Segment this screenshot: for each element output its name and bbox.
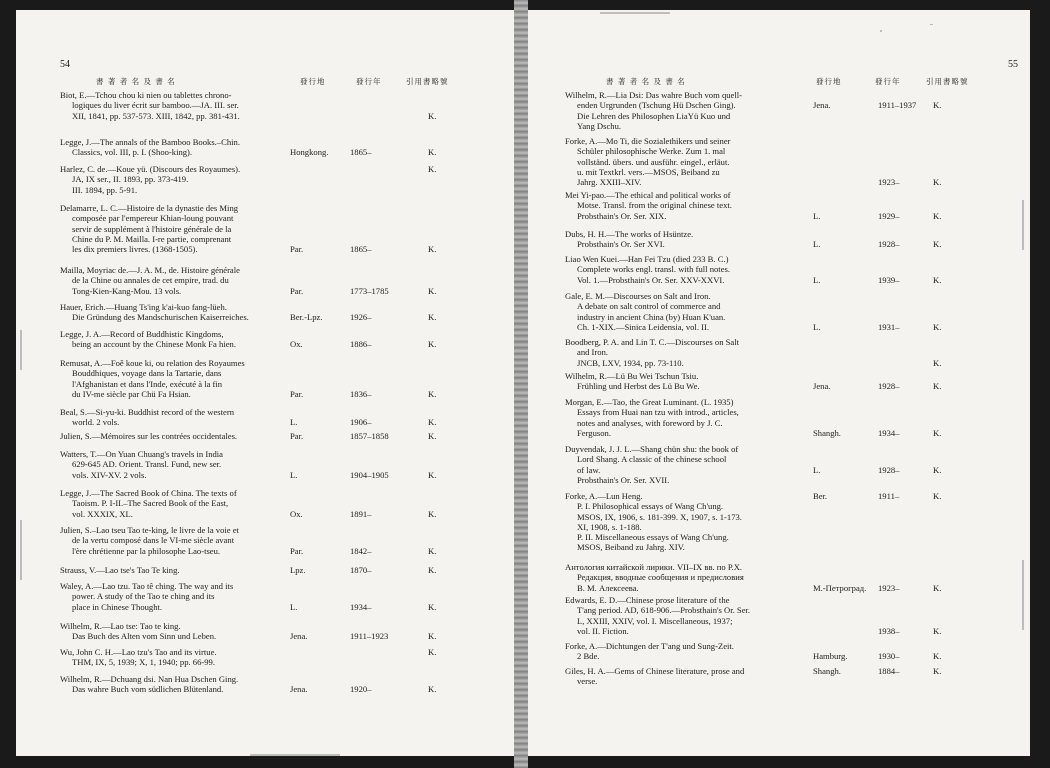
left-page bbox=[16, 10, 514, 756]
entry-line: Strauss, V.—Lao tse's Tao Te king. bbox=[60, 565, 180, 575]
publication-place: Par. bbox=[290, 244, 304, 255]
scan-speck bbox=[20, 330, 22, 370]
publication-place: Par. bbox=[290, 431, 304, 441]
scan-speck bbox=[930, 24, 933, 25]
entry-line: Julien, S.–Lao tseu Tao te-king, le livre de la voie et bbox=[60, 525, 239, 535]
publication-place: Shangh. bbox=[813, 666, 841, 676]
entry-line: Legge, J.—The Sacred Book of China. The texts of bbox=[60, 488, 237, 498]
reference-code: K. bbox=[428, 339, 437, 350]
entry-line: Wilhelm, R.—Lia Dsi: Das wahre Buch vom quell- bbox=[565, 90, 742, 100]
publication-year: 1928– bbox=[878, 464, 900, 475]
entry-text bbox=[565, 190, 732, 221]
entry-text bbox=[60, 164, 240, 195]
entry-line: Редакция, вводные сообщения и предисловия bbox=[577, 572, 744, 583]
publication-year: 1939– bbox=[878, 274, 900, 285]
publication-place: Hongkong. bbox=[290, 147, 329, 158]
entry-line: Dubs, H. H.—The works of Hsüntze. bbox=[565, 229, 694, 239]
column-header-year: 發行年 bbox=[356, 77, 382, 86]
entry-text bbox=[60, 203, 238, 254]
entry-line: Giles, H. A.—Gems of Chinese literature, prose and bbox=[565, 666, 745, 676]
publication-year: 1934– bbox=[878, 427, 900, 438]
publication-place: L. bbox=[290, 601, 298, 612]
reference-code: K. bbox=[933, 582, 942, 593]
entry-text bbox=[60, 358, 245, 399]
entry-line: Das wahre Buch vom südlichen Blütenland. bbox=[72, 684, 224, 695]
publication-place: Ox. bbox=[290, 508, 303, 519]
entry-line: Beal, S.—Si-yu-ki. Buddhist record of the western bbox=[60, 407, 234, 417]
entry-line: В. М. Алексеева. bbox=[577, 582, 639, 593]
entry-line: Yang Dschu. bbox=[577, 120, 622, 131]
entry-line: Forke, A.—Mo Ti, die Sozialethikers und seiner bbox=[565, 136, 731, 146]
publication-year: 1920– bbox=[350, 684, 372, 695]
entry-text bbox=[60, 647, 217, 668]
reference-code: K. bbox=[428, 469, 437, 480]
reference-code: K. bbox=[428, 110, 437, 121]
entry-text bbox=[60, 621, 216, 642]
reference-code: K. bbox=[933, 381, 942, 392]
reference-code: K. bbox=[428, 647, 437, 657]
entry-line: logiques du liver écrit sur bamboo.—JA. III. ser. bbox=[72, 100, 239, 111]
scan-speck bbox=[20, 520, 22, 580]
publication-place: Shangh. bbox=[813, 427, 841, 438]
entry-text bbox=[60, 431, 237, 441]
entry-line: power. A study of the Tao te ching and its bbox=[72, 591, 215, 602]
publication-place: Jena. bbox=[813, 100, 831, 111]
publication-year: 1773–1785 bbox=[350, 285, 389, 296]
publication-year: 1928– bbox=[878, 381, 900, 392]
reference-code: K. bbox=[428, 244, 437, 255]
entry-text bbox=[60, 265, 240, 296]
entry-line: THM, IX, 5, 1939; X, 1, 1940; pp. 66-99. bbox=[72, 657, 215, 668]
publication-place: Jena. bbox=[813, 381, 831, 392]
entry-line: Harlez, C. de.—Koue yü. (Discours des Royaumes). bbox=[60, 164, 241, 174]
entry-line: l'Afghanistan et dans l'Inde, exécuté à la fin bbox=[72, 378, 223, 389]
entry-line: A debate on salt control of commerce and bbox=[577, 301, 721, 312]
entry-line: Lord Shang. A classic of the chinese school bbox=[577, 454, 727, 465]
entry-line: Frühling und Herbst des Lü Bu We. bbox=[577, 381, 700, 392]
publication-place: Par. bbox=[290, 388, 304, 399]
entry-text bbox=[60, 565, 180, 575]
column-header-place: 發行地 bbox=[300, 77, 326, 86]
entry-text bbox=[565, 595, 750, 636]
column-header-title: 書 著 者 名 及 書 名 bbox=[606, 77, 686, 86]
entry-line: Das Buch des Alten vom Sinn und Leben. bbox=[72, 631, 217, 642]
column-header-year: 發行年 bbox=[875, 77, 901, 86]
entry-text bbox=[60, 90, 240, 121]
entry-line: MSOS, Beiband zu Jahrg. XIV. bbox=[577, 542, 685, 553]
entry-text bbox=[565, 291, 725, 332]
entry-line: JNCB, LXV, 1934, pp. 73-110. bbox=[577, 357, 684, 368]
page-number: 55 bbox=[1008, 59, 1018, 70]
entry-line: Wilhelm, R.—Lao tse: Tao te king. bbox=[60, 621, 181, 631]
entry-text bbox=[60, 674, 238, 695]
entry-line: vol. XXXIX, XL. bbox=[72, 508, 133, 519]
publication-place: М.-Петроград. bbox=[813, 582, 867, 593]
entry-line: XI, 1908, s. 1-188. bbox=[577, 521, 642, 532]
entry-line: Biot, E.—Tchou chou ki nien ou tablettes chrono- bbox=[60, 90, 232, 100]
reference-code: K. bbox=[933, 274, 942, 285]
entry-line: Delamarre, L. C.—Histoire de la dynastie des Ming bbox=[60, 203, 239, 213]
entry-line: Hauer, Erich.—Huang Ts'ing k'ai-kuo fang-lüeh. bbox=[60, 302, 227, 312]
entry-line: Probsthain's Or. Ser. XVII. bbox=[577, 474, 670, 485]
column-header-title: 書 著 者 名 及 書 名 bbox=[96, 77, 176, 86]
entry-line: MSOS, IX, 1906, s. 181-399. X, 1907, s. 1-173. bbox=[577, 511, 742, 522]
entry-text bbox=[60, 449, 223, 480]
entry-line: Essays from Huai nan tzu with introd., articles, bbox=[577, 407, 739, 418]
publication-year: 1891– bbox=[350, 508, 372, 519]
publication-year: 1911–1937 bbox=[878, 100, 917, 111]
publication-year: 1929– bbox=[878, 210, 900, 221]
entry-text bbox=[60, 329, 236, 350]
scan-speck bbox=[880, 30, 882, 32]
right-page bbox=[528, 10, 1030, 756]
entry-line: Jahrg. XXIII–XIV. bbox=[577, 177, 642, 188]
entry-text bbox=[60, 525, 239, 556]
entry-line: Die Lehren des Philosophen LiaYü Kuo und bbox=[577, 110, 731, 121]
reference-code: K. bbox=[933, 177, 942, 188]
entry-line: Chine du P. M. Mailla. I-re partie, comprenant bbox=[72, 233, 232, 244]
entry-line: l'ère chrétienne par la philosophe Lao-tseu. bbox=[72, 545, 221, 556]
entry-line: Classics, vol. III, p. I. (Shoo-king). bbox=[72, 147, 193, 158]
publication-year: 1865– bbox=[350, 244, 372, 255]
publication-year: 1911– bbox=[878, 491, 900, 501]
publication-place: Par. bbox=[290, 285, 304, 296]
entry-line: Bouddhiques, voyage dans la Tartarie, dans bbox=[72, 368, 222, 379]
entry-line: JA, IX ser., II. 1893, pp. 373-419. bbox=[72, 174, 189, 185]
entry-line: Remusat, A.—Foě koue ki, ou relation des Royaumes bbox=[60, 358, 245, 368]
scan-speck bbox=[1022, 200, 1024, 250]
entry-text bbox=[565, 491, 742, 553]
entry-text bbox=[565, 254, 730, 285]
entry-line: Forke, A.—Dichtungen der T'ang und Sung-Zeit. bbox=[565, 641, 734, 651]
entry-line: u. mit Textkrl. vers.—MSOS, Beiband zu bbox=[577, 166, 720, 177]
entry-line: les dix premiers livres. (1368-1505). bbox=[72, 244, 198, 255]
entry-text bbox=[60, 488, 237, 519]
entry-line: Julien, S.—Mémoires sur les contrées occidentales. bbox=[60, 431, 238, 441]
entry-text bbox=[60, 581, 233, 612]
entry-line: Wilhelm, R.—Lü Bu Wei Tschun Tsiu. bbox=[565, 371, 699, 381]
publication-year: 1886– bbox=[350, 339, 372, 350]
entry-line: P. II. Miscellaneous essays of Wang Ch'ung. bbox=[577, 532, 729, 543]
entry-text bbox=[565, 397, 739, 438]
reference-code: K. bbox=[933, 651, 942, 662]
entry-line: Schüler philosophische Werke. Zum 1. mal bbox=[577, 146, 726, 157]
entry-text bbox=[60, 137, 240, 158]
entry-line: of law. bbox=[577, 464, 601, 475]
entry-line: vol. II. Fiction. bbox=[577, 625, 629, 636]
entry-line: Tong-Kien-Kang-Mou. 13 vols. bbox=[72, 285, 182, 296]
reference-code: K. bbox=[428, 285, 437, 296]
scan-speck bbox=[250, 754, 340, 756]
publication-place: Jena. bbox=[290, 631, 308, 642]
publication-place: L. bbox=[813, 210, 821, 221]
reference-code: K. bbox=[428, 565, 437, 575]
entry-line: 629-645 AD. Orient. Transl. Fund, new ser. bbox=[72, 459, 222, 470]
entry-line: Waley, A.—Lao tzu. Tao tê ching. The way and its bbox=[60, 581, 234, 591]
entry-text bbox=[565, 641, 734, 662]
entry-line: Ch. 1-XIX.—Sinica Leidensia, vol. II. bbox=[577, 321, 709, 332]
entry-text bbox=[565, 90, 742, 131]
publication-place: L. bbox=[813, 239, 821, 250]
publication-place: Ber.-Lpz. bbox=[290, 312, 323, 323]
entry-line: notes and analyses, with foreword by J. C. bbox=[577, 417, 723, 428]
reference-code: K. bbox=[933, 321, 942, 332]
publication-place: L. bbox=[813, 464, 821, 475]
publication-place: Jena. bbox=[290, 684, 308, 695]
reference-code: K. bbox=[428, 417, 437, 428]
reference-code: K. bbox=[933, 210, 942, 221]
entry-line: Edwards, E. D.—Chinese prose literature of the bbox=[565, 595, 730, 605]
entry-line: Watters, T.—On Yuan Chuang's travels in India bbox=[60, 449, 223, 459]
book-gutter bbox=[514, 0, 528, 768]
publication-year: 1857–1858 bbox=[350, 431, 389, 441]
entry-line: Антология китайской лирики. VII–IX вв. по Р.Х. bbox=[565, 562, 743, 572]
publication-year: 1884– bbox=[878, 666, 900, 676]
entry-line: Probsthain's Or. Ser XVI. bbox=[577, 239, 665, 250]
reference-code: K. bbox=[428, 508, 437, 519]
entry-line: Vol. 1.—Probsthain's Or. Ser. XXV-XXVI. bbox=[577, 274, 725, 285]
entry-line: T'ang period. AD, 618-906.—Probsthain's Or. Ser. bbox=[577, 605, 751, 616]
publication-place: Hamburg. bbox=[813, 651, 848, 662]
reference-code: K. bbox=[428, 147, 437, 158]
reference-code: K. bbox=[933, 666, 942, 676]
entry-text bbox=[565, 444, 738, 485]
entry-line: servir de supplément à l'histoire générale de la bbox=[72, 223, 232, 234]
entry-line: Probsthain's Or. Ser. XIX. bbox=[577, 210, 667, 221]
column-header-ref: 引用書略號 bbox=[926, 77, 969, 86]
entry-line: Legge, J.—The annals of the Bamboo Books.–Chin. bbox=[60, 137, 240, 147]
publication-place: Ox. bbox=[290, 339, 303, 350]
entry-line: enden Urgrunden (Tschung Hü Dschen Ging). bbox=[577, 100, 736, 111]
reference-code: K. bbox=[428, 684, 437, 695]
scan-speck bbox=[1022, 560, 1024, 630]
entry-line: vols. XIV-XV. 2 vols. bbox=[72, 469, 147, 480]
publication-year: 1938– bbox=[878, 625, 900, 636]
entry-line: being an account by the Chinese Monk Fa hien. bbox=[72, 339, 236, 350]
reference-code: K. bbox=[933, 427, 942, 438]
publication-year: 1865– bbox=[350, 147, 372, 158]
publication-year: 1926– bbox=[350, 312, 372, 323]
entry-line: place in Chinese Thought. bbox=[72, 601, 163, 612]
column-header-place: 發行地 bbox=[816, 77, 842, 86]
page-number: 54 bbox=[60, 59, 70, 70]
entry-text bbox=[565, 337, 739, 368]
entry-line: Boodberg, P. A. and Lin T. C.—Discourses on Salt bbox=[565, 337, 740, 347]
entry-text bbox=[565, 229, 693, 250]
reference-code: K. bbox=[428, 312, 437, 323]
publication-place: L. bbox=[813, 321, 821, 332]
reference-code: K. bbox=[428, 431, 437, 441]
publication-year: 1836– bbox=[350, 388, 372, 399]
entry-line: Gale, E. M.—Discourses on Salt and Iron. bbox=[565, 291, 711, 301]
reference-code: K. bbox=[428, 545, 437, 556]
column-header-ref: 引用書略號 bbox=[406, 77, 449, 86]
entry-line: Motse. Transl. from the original chinese text. bbox=[577, 200, 732, 211]
publication-year: 1928– bbox=[878, 239, 900, 250]
entry-line: Liao Wen Kuei.—Han Fei Tzu (died 233 B. C.) bbox=[565, 254, 729, 264]
entry-line: composée par l'empereur Khian-loung pouvant bbox=[72, 213, 234, 224]
publication-year: 1923– bbox=[878, 582, 900, 593]
entry-text bbox=[565, 666, 744, 687]
entry-line: Wilhelm, R.—Dchuang dsi. Nan Hua Dschen Ging. bbox=[60, 674, 239, 684]
entry-line: du IV-me siècle par Chü Fa Hsian. bbox=[72, 388, 191, 399]
publication-place: Lpz. bbox=[290, 565, 306, 575]
entry-line: XII, 1841, pp. 537-573. XIII, 1842, pp. 381-431. bbox=[72, 110, 240, 121]
entry-text bbox=[60, 407, 234, 428]
scan-speck bbox=[600, 12, 670, 14]
publication-year: 1930– bbox=[878, 651, 900, 662]
entry-text bbox=[565, 136, 730, 187]
entry-line: Mailla, Moyriac de.—J. A. M., de. Histoire générale bbox=[60, 265, 240, 275]
publication-place: Par. bbox=[290, 545, 304, 556]
publication-year: 1870– bbox=[350, 565, 372, 575]
entry-line: III. 1894, pp. 5-91. bbox=[72, 184, 138, 195]
publication-year: 1842– bbox=[350, 545, 372, 556]
reference-code: K. bbox=[428, 601, 437, 612]
publication-year: 1906– bbox=[350, 417, 372, 428]
entry-line: vollständ. übers. und ausführ. eingel., erläut. bbox=[577, 156, 730, 167]
reference-code: K. bbox=[428, 164, 437, 174]
entry-line: Legge, J. A.—Record of Buddhistic Kingdoms, bbox=[60, 329, 224, 339]
entry-line: verse. bbox=[577, 676, 598, 687]
publication-place: L. bbox=[290, 417, 298, 428]
reference-code: K. bbox=[933, 625, 942, 636]
publication-place: L. bbox=[813, 274, 821, 285]
entry-line: de la Chine ou annales de cet empire, trad. du bbox=[72, 275, 229, 286]
reference-code: K. bbox=[428, 631, 437, 642]
entry-line: 2 Bde. bbox=[577, 651, 600, 662]
publication-place: L. bbox=[290, 469, 298, 480]
entry-line: L, XXIII, XXIV, vol. I. Miscellaneous, 1937; bbox=[577, 615, 733, 626]
reference-code: K. bbox=[933, 464, 942, 475]
publication-year: 1904–1905 bbox=[350, 469, 389, 480]
publication-year: 1931– bbox=[878, 321, 900, 332]
entry-line: Ferguson. bbox=[577, 427, 611, 438]
entry-line: Morgan, E.—Tao, the Great Luminant. (L. 1935) bbox=[565, 397, 734, 407]
entry-line: Duyvendak, J. J. L.—Shang chün shu: the book of bbox=[565, 444, 739, 454]
reference-code: K. bbox=[933, 239, 942, 250]
entry-line: Forke, A.—Lun Heng. bbox=[565, 491, 643, 501]
entry-line: Taoism. P. I-II.–The Sacred Book of the East, bbox=[72, 498, 229, 509]
entry-line: Mei Yi-pao.—The ethical and political works of bbox=[565, 190, 731, 200]
entry-line: and Iron. bbox=[577, 347, 609, 358]
publication-year: 1934– bbox=[350, 601, 372, 612]
entry-line: industry in ancient China (by) Huan K'uan. bbox=[577, 311, 726, 322]
reference-code: K. bbox=[933, 100, 942, 111]
entry-line: de la vertu composé dans le VI-me siècle avant bbox=[72, 535, 235, 546]
publication-year: 1911–1923 bbox=[350, 631, 389, 642]
entry-line: Wu, John C. H.—Lao tzu's Tao and its virtue. bbox=[60, 647, 217, 657]
reference-code: K. bbox=[933, 357, 942, 368]
entry-line: P. I. Philosophical essays of Wang Ch'ung. bbox=[577, 501, 724, 512]
publication-place: Ber. bbox=[813, 491, 828, 501]
entry-text bbox=[565, 371, 700, 392]
entry-line: Complete works engl. transl. with full notes. bbox=[577, 264, 730, 275]
entry-text bbox=[565, 562, 744, 593]
reference-code: K. bbox=[933, 491, 942, 501]
entry-line: world. 2 vols. bbox=[72, 417, 120, 428]
entry-text bbox=[60, 302, 249, 323]
reference-code: K. bbox=[428, 388, 437, 399]
publication-year: 1923– bbox=[878, 177, 900, 188]
entry-line: Die Gründung des Mandschurischen Kaiserreiches. bbox=[72, 312, 249, 323]
